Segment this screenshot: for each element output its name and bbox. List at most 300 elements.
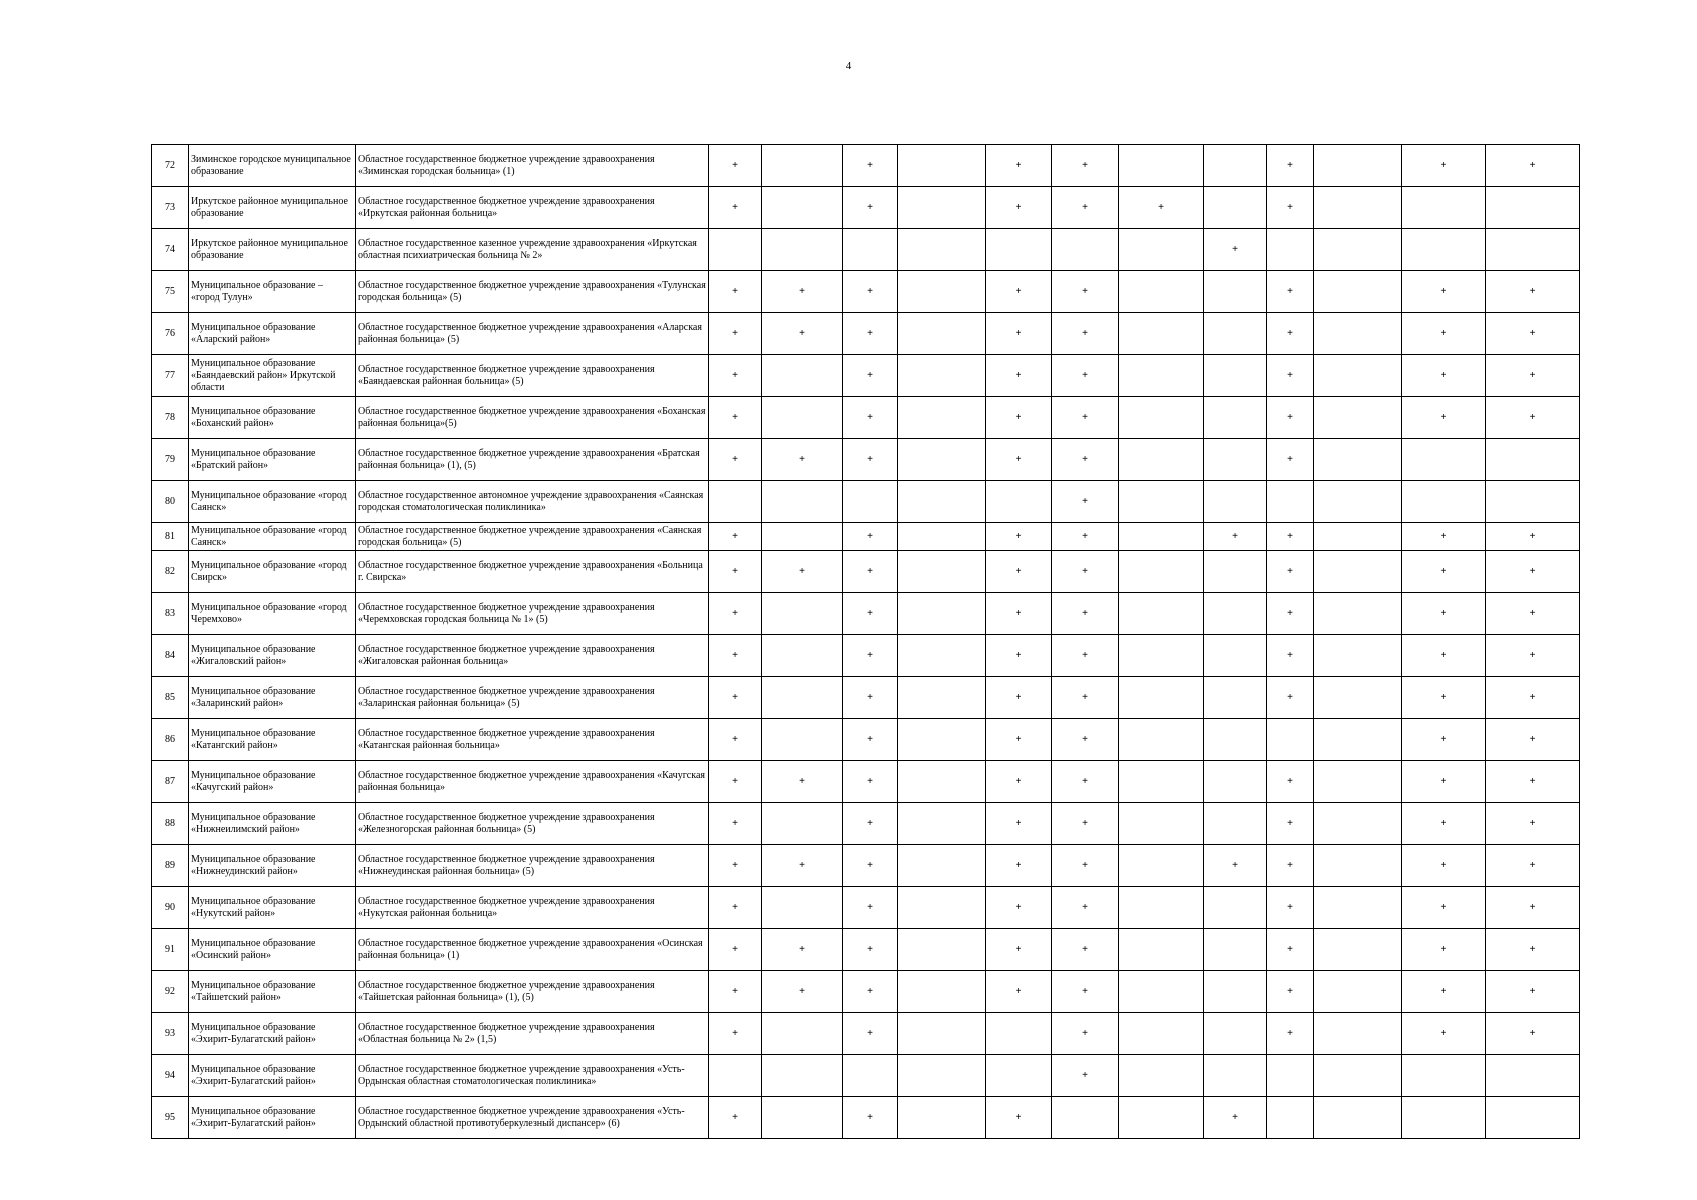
mark-cell	[1204, 187, 1267, 229]
municipality-cell: Муниципальное образование «Жигаловский район»	[189, 635, 356, 677]
mark-cell: +	[1486, 593, 1580, 635]
mark-cell: +	[986, 187, 1052, 229]
row-number: 83	[152, 593, 189, 635]
mark-cell	[1119, 355, 1204, 397]
mark-cell: +	[1402, 593, 1486, 635]
mark-cell	[1267, 719, 1314, 761]
mark-cell	[898, 1055, 986, 1097]
mark-cell: +	[709, 677, 762, 719]
row-number: 82	[152, 551, 189, 593]
mark-cell	[1314, 1013, 1402, 1055]
mark-cell: +	[986, 719, 1052, 761]
mark-cell: +	[709, 887, 762, 929]
mark-cell	[1204, 761, 1267, 803]
mark-cell	[1314, 719, 1402, 761]
mark-cell: +	[762, 313, 843, 355]
mark-cell	[1119, 971, 1204, 1013]
municipality-cell: Муниципальное образование «город Свирск»	[189, 551, 356, 593]
mark-cell	[1204, 481, 1267, 523]
mark-cell	[1267, 481, 1314, 523]
mark-cell: +	[1052, 523, 1119, 551]
mark-cell: +	[1267, 439, 1314, 481]
mark-cell	[1119, 929, 1204, 971]
mark-cell	[1314, 1055, 1402, 1097]
row-number: 74	[152, 229, 189, 271]
mark-cell: +	[1052, 593, 1119, 635]
mark-cell	[898, 845, 986, 887]
mark-cell	[762, 523, 843, 551]
mark-cell: +	[986, 971, 1052, 1013]
mark-cell: +	[1052, 271, 1119, 313]
mark-cell: +	[1402, 313, 1486, 355]
mark-cell: +	[843, 593, 898, 635]
mark-cell: +	[986, 397, 1052, 439]
mark-cell: +	[843, 271, 898, 313]
mark-cell: +	[1052, 439, 1119, 481]
mark-cell	[1314, 145, 1402, 187]
mark-cell	[1486, 1097, 1580, 1139]
mark-cell: +	[843, 1013, 898, 1055]
mark-cell	[1402, 187, 1486, 229]
mark-cell: +	[986, 271, 1052, 313]
row-number: 87	[152, 761, 189, 803]
mark-cell: +	[709, 187, 762, 229]
table-row	[152, 1097, 1580, 1139]
mark-cell: +	[1052, 481, 1119, 523]
mark-cell: +	[762, 271, 843, 313]
mark-cell	[898, 313, 986, 355]
mark-cell: +	[1267, 523, 1314, 551]
mark-cell	[1119, 1055, 1204, 1097]
mark-cell	[762, 397, 843, 439]
mark-cell	[1204, 355, 1267, 397]
mark-cell	[843, 229, 898, 271]
mark-cell: +	[1402, 271, 1486, 313]
mark-cell	[1204, 397, 1267, 439]
institution-cell: Областное государственное бюджетное учреждение здравоохранения «Нижнеудинская районная больница» (5)	[356, 845, 709, 887]
mark-cell: +	[709, 1097, 762, 1139]
row-number: 95	[152, 1097, 189, 1139]
municipality-cell: Муниципальное образование «Аларский район»	[189, 313, 356, 355]
mark-cell	[1204, 677, 1267, 719]
table-row	[152, 313, 1580, 355]
municipality-cell: Муниципальное образование «город Черемхово»	[189, 593, 356, 635]
institution-cell: Областное государственное бюджетное учреждение здравоохранения «Зиминская городская больница» (1)	[356, 145, 709, 187]
row-number: 79	[152, 439, 189, 481]
mark-cell: +	[843, 523, 898, 551]
mark-cell: +	[1486, 313, 1580, 355]
mark-cell	[1119, 719, 1204, 761]
mark-cell: +	[1486, 845, 1580, 887]
mark-cell	[1119, 551, 1204, 593]
mark-cell	[709, 1055, 762, 1097]
row-number: 81	[152, 523, 189, 551]
mark-cell: +	[1052, 803, 1119, 845]
mark-cell: +	[1486, 635, 1580, 677]
table-row	[152, 929, 1580, 971]
mark-cell: +	[1267, 397, 1314, 439]
mark-cell: +	[762, 761, 843, 803]
municipality-cell: Муниципальное образование «Баяндаевский район» Иркутской области	[189, 355, 356, 397]
table-row	[152, 593, 1580, 635]
mark-cell	[898, 145, 986, 187]
mark-cell: +	[1402, 845, 1486, 887]
mark-cell	[762, 355, 843, 397]
mark-cell	[1402, 1055, 1486, 1097]
mark-cell: +	[843, 187, 898, 229]
institution-cell: Областное государственное бюджетное учреждение здравоохранения «Нукутская районная больница»	[356, 887, 709, 929]
mark-cell: +	[1267, 1013, 1314, 1055]
mark-cell	[986, 229, 1052, 271]
mark-cell: +	[986, 355, 1052, 397]
mark-cell: +	[1204, 229, 1267, 271]
mark-cell: +	[1402, 551, 1486, 593]
institution-cell: Областное государственное бюджетное учреждение здравоохранения «Катангская районная больница»	[356, 719, 709, 761]
mark-cell	[1204, 929, 1267, 971]
mark-cell: +	[1267, 355, 1314, 397]
mark-cell	[1486, 481, 1580, 523]
institution-cell: Областное государственное бюджетное учреждение здравоохранения «Саянская городская больница» (5)	[356, 523, 709, 551]
mark-cell: +	[1486, 397, 1580, 439]
mark-cell	[1402, 1097, 1486, 1139]
mark-cell	[898, 1097, 986, 1139]
mark-cell: +	[1486, 971, 1580, 1013]
row-number: 92	[152, 971, 189, 1013]
municipality-cell: Муниципальное образование «город Саянск»	[189, 481, 356, 523]
mark-cell: +	[1267, 929, 1314, 971]
mark-cell	[1314, 887, 1402, 929]
mark-cell: +	[1052, 887, 1119, 929]
mark-cell: +	[1486, 887, 1580, 929]
municipality-cell: Муниципальное образование «Братский район»	[189, 439, 356, 481]
mark-cell	[1204, 271, 1267, 313]
mark-cell: +	[1486, 929, 1580, 971]
row-number: 91	[152, 929, 189, 971]
table-row	[152, 803, 1580, 845]
mark-cell	[1119, 313, 1204, 355]
mark-cell: +	[1052, 971, 1119, 1013]
row-number: 77	[152, 355, 189, 397]
mark-cell	[1204, 593, 1267, 635]
row-number: 86	[152, 719, 189, 761]
mark-cell: +	[709, 551, 762, 593]
mark-cell	[1119, 803, 1204, 845]
mark-cell	[762, 719, 843, 761]
mark-cell: +	[1267, 551, 1314, 593]
mark-cell	[1486, 1055, 1580, 1097]
mark-cell	[1314, 313, 1402, 355]
table-row	[152, 845, 1580, 887]
mark-cell: +	[986, 439, 1052, 481]
mark-cell	[1314, 635, 1402, 677]
mark-cell: +	[709, 523, 762, 551]
institution-cell: Областное государственное бюджетное учреждение здравоохранения «Усть-Ордынская областная стоматологическая поликлиника»	[356, 1055, 709, 1097]
mark-cell: +	[709, 313, 762, 355]
mark-cell	[1314, 439, 1402, 481]
mark-cell: +	[843, 1097, 898, 1139]
facilities-table	[151, 144, 1580, 1139]
mark-cell: +	[762, 845, 843, 887]
table-row	[152, 719, 1580, 761]
municipality-cell: Муниципальное образование «Тайшетский район»	[189, 971, 356, 1013]
mark-cell	[1204, 803, 1267, 845]
mark-cell: +	[1402, 761, 1486, 803]
mark-cell	[1204, 887, 1267, 929]
municipality-cell: Муниципальное образование «Эхирит-Булагатский район»	[189, 1097, 356, 1139]
mark-cell	[1119, 145, 1204, 187]
mark-cell: +	[1267, 593, 1314, 635]
mark-cell: +	[986, 887, 1052, 929]
mark-cell: +	[1052, 187, 1119, 229]
institution-cell: Областное государственное бюджетное учреждение здравоохранения «Тулунская городская больница» (5)	[356, 271, 709, 313]
mark-cell: +	[986, 551, 1052, 593]
mark-cell	[1314, 761, 1402, 803]
mark-cell	[1119, 845, 1204, 887]
mark-cell	[898, 761, 986, 803]
institution-cell: Областное государственное бюджетное учреждение здравоохранения «Усть-Ордынский областной противотуберкулезный диспансер» (6)	[356, 1097, 709, 1139]
mark-cell	[1486, 439, 1580, 481]
mark-cell	[898, 355, 986, 397]
mark-cell	[762, 187, 843, 229]
mark-cell: +	[709, 397, 762, 439]
mark-cell	[1204, 719, 1267, 761]
mark-cell	[1119, 677, 1204, 719]
mark-cell	[1314, 523, 1402, 551]
mark-cell: +	[1052, 845, 1119, 887]
mark-cell	[898, 593, 986, 635]
mark-cell: +	[1052, 355, 1119, 397]
row-number: 90	[152, 887, 189, 929]
mark-cell	[1314, 677, 1402, 719]
table-row	[152, 887, 1580, 929]
municipality-cell: Муниципальное образование «Качугский район»	[189, 761, 356, 803]
row-number: 89	[152, 845, 189, 887]
municipality-cell: Муниципальное образование «Заларинский район»	[189, 677, 356, 719]
mark-cell: +	[709, 761, 762, 803]
mark-cell: +	[1486, 271, 1580, 313]
mark-cell	[986, 1055, 1052, 1097]
mark-cell: +	[843, 313, 898, 355]
mark-cell: +	[1052, 929, 1119, 971]
mark-cell: +	[986, 145, 1052, 187]
mark-cell	[762, 1097, 843, 1139]
mark-cell	[1314, 355, 1402, 397]
mark-cell	[898, 719, 986, 761]
table-row	[152, 145, 1580, 187]
mark-cell: +	[843, 929, 898, 971]
institution-cell: Областное государственное бюджетное учреждение здравоохранения «Аларская районная больница» (5)	[356, 313, 709, 355]
mark-cell: +	[1402, 803, 1486, 845]
municipality-cell: Иркутское районное муниципальное образование	[189, 187, 356, 229]
mark-cell: +	[843, 803, 898, 845]
mark-cell	[898, 187, 986, 229]
mark-cell	[898, 887, 986, 929]
mark-cell	[898, 971, 986, 1013]
row-number: 93	[152, 1013, 189, 1055]
mark-cell	[1402, 229, 1486, 271]
mark-cell: +	[762, 971, 843, 1013]
mark-cell	[1119, 523, 1204, 551]
municipality-cell: Муниципальное образование «Осинский район»	[189, 929, 356, 971]
mark-cell	[898, 635, 986, 677]
mark-cell: +	[1267, 971, 1314, 1013]
table-row	[152, 439, 1580, 481]
mark-cell: +	[709, 803, 762, 845]
mark-cell: +	[986, 761, 1052, 803]
mark-cell: +	[1267, 145, 1314, 187]
mark-cell	[1314, 971, 1402, 1013]
table-row	[152, 481, 1580, 523]
mark-cell	[762, 887, 843, 929]
mark-cell	[898, 439, 986, 481]
mark-cell: +	[986, 593, 1052, 635]
mark-cell	[1204, 439, 1267, 481]
mark-cell: +	[843, 439, 898, 481]
mark-cell	[1486, 229, 1580, 271]
mark-cell	[898, 677, 986, 719]
institution-cell: Областное государственное бюджетное учреждение здравоохранения «Больница г. Свирска»	[356, 551, 709, 593]
row-number: 73	[152, 187, 189, 229]
row-number: 78	[152, 397, 189, 439]
institution-cell: Областное государственное бюджетное учреждение здравоохранения «Областная больница № 2» (1,5)	[356, 1013, 709, 1055]
mark-cell	[1402, 439, 1486, 481]
mark-cell	[1119, 635, 1204, 677]
mark-cell: +	[1402, 397, 1486, 439]
mark-cell: +	[1267, 887, 1314, 929]
mark-cell	[1204, 1013, 1267, 1055]
mark-cell: +	[843, 971, 898, 1013]
mark-cell	[1314, 845, 1402, 887]
mark-cell	[1204, 313, 1267, 355]
municipality-cell: Муниципальное образование «Эхирит-Булагатский район»	[189, 1055, 356, 1097]
mark-cell: +	[709, 971, 762, 1013]
mark-cell: +	[986, 313, 1052, 355]
mark-cell	[1314, 229, 1402, 271]
mark-cell: +	[986, 1097, 1052, 1139]
mark-cell: +	[762, 551, 843, 593]
mark-cell	[898, 271, 986, 313]
mark-cell: +	[709, 929, 762, 971]
mark-cell: +	[1052, 635, 1119, 677]
table-row	[152, 677, 1580, 719]
mark-cell	[1119, 481, 1204, 523]
mark-cell	[1314, 397, 1402, 439]
row-number: 76	[152, 313, 189, 355]
mark-cell	[762, 481, 843, 523]
mark-cell: +	[1052, 677, 1119, 719]
mark-cell	[1314, 593, 1402, 635]
table-row	[152, 523, 1580, 551]
mark-cell: +	[709, 635, 762, 677]
mark-cell	[898, 481, 986, 523]
mark-cell	[898, 929, 986, 971]
mark-cell	[843, 481, 898, 523]
municipality-cell: Муниципальное образование «Боханский район»	[189, 397, 356, 439]
row-number: 72	[152, 145, 189, 187]
mark-cell	[1204, 635, 1267, 677]
mark-cell: +	[1267, 313, 1314, 355]
mark-cell: +	[1267, 635, 1314, 677]
mark-cell	[762, 229, 843, 271]
mark-cell: +	[709, 271, 762, 313]
mark-cell: +	[1052, 1013, 1119, 1055]
table-body	[152, 145, 1580, 1139]
mark-cell	[898, 397, 986, 439]
mark-cell	[709, 229, 762, 271]
mark-cell	[1314, 929, 1402, 971]
institution-cell: Областное государственное бюджетное учреждение здравоохранения «Баяндаевская районная больница» (5)	[356, 355, 709, 397]
mark-cell: +	[843, 551, 898, 593]
mark-cell: +	[986, 845, 1052, 887]
municipality-cell: Муниципальное образование «Нукутский район»	[189, 887, 356, 929]
mark-cell	[898, 803, 986, 845]
mark-cell: +	[762, 439, 843, 481]
mark-cell: +	[986, 635, 1052, 677]
mark-cell: +	[1486, 551, 1580, 593]
table-row	[152, 971, 1580, 1013]
mark-cell	[1314, 271, 1402, 313]
mark-cell	[898, 551, 986, 593]
mark-cell: +	[986, 677, 1052, 719]
mark-cell: +	[1486, 677, 1580, 719]
institution-cell: Областное государственное бюджетное учреждение здравоохранения «Черемховская городская больница № 1» (5)	[356, 593, 709, 635]
mark-cell	[1486, 187, 1580, 229]
mark-cell: +	[1486, 761, 1580, 803]
mark-cell: +	[1267, 271, 1314, 313]
mark-cell	[1119, 229, 1204, 271]
mark-cell: +	[1204, 1097, 1267, 1139]
mark-cell	[762, 803, 843, 845]
mark-cell	[1314, 551, 1402, 593]
mark-cell: +	[986, 523, 1052, 551]
mark-cell	[762, 593, 843, 635]
row-number: 85	[152, 677, 189, 719]
mark-cell: +	[1119, 187, 1204, 229]
mark-cell	[1402, 481, 1486, 523]
mark-cell	[762, 145, 843, 187]
table-row	[152, 229, 1580, 271]
mark-cell: +	[843, 845, 898, 887]
mark-cell: +	[843, 761, 898, 803]
mark-cell: +	[1052, 313, 1119, 355]
mark-cell: +	[843, 355, 898, 397]
municipality-cell: Муниципальное образование – «город Тулун»	[189, 271, 356, 313]
mark-cell: +	[843, 719, 898, 761]
mark-cell: +	[1402, 887, 1486, 929]
mark-cell	[1052, 229, 1119, 271]
mark-cell: +	[709, 719, 762, 761]
mark-cell: +	[1402, 145, 1486, 187]
row-number: 80	[152, 481, 189, 523]
table-row	[152, 761, 1580, 803]
mark-cell: +	[709, 145, 762, 187]
mark-cell	[762, 1055, 843, 1097]
municipality-cell: Муниципальное образование «Нижнеилимский район»	[189, 803, 356, 845]
mark-cell	[1119, 397, 1204, 439]
page-number: 4	[845, 60, 852, 72]
mark-cell: +	[709, 439, 762, 481]
mark-cell: +	[1204, 523, 1267, 551]
mark-cell	[1119, 1097, 1204, 1139]
mark-cell	[1267, 229, 1314, 271]
mark-cell	[1314, 1097, 1402, 1139]
mark-cell	[762, 677, 843, 719]
mark-cell	[1052, 1097, 1119, 1139]
mark-cell: +	[762, 929, 843, 971]
mark-cell: +	[1267, 803, 1314, 845]
mark-cell	[843, 1055, 898, 1097]
table-row	[152, 635, 1580, 677]
